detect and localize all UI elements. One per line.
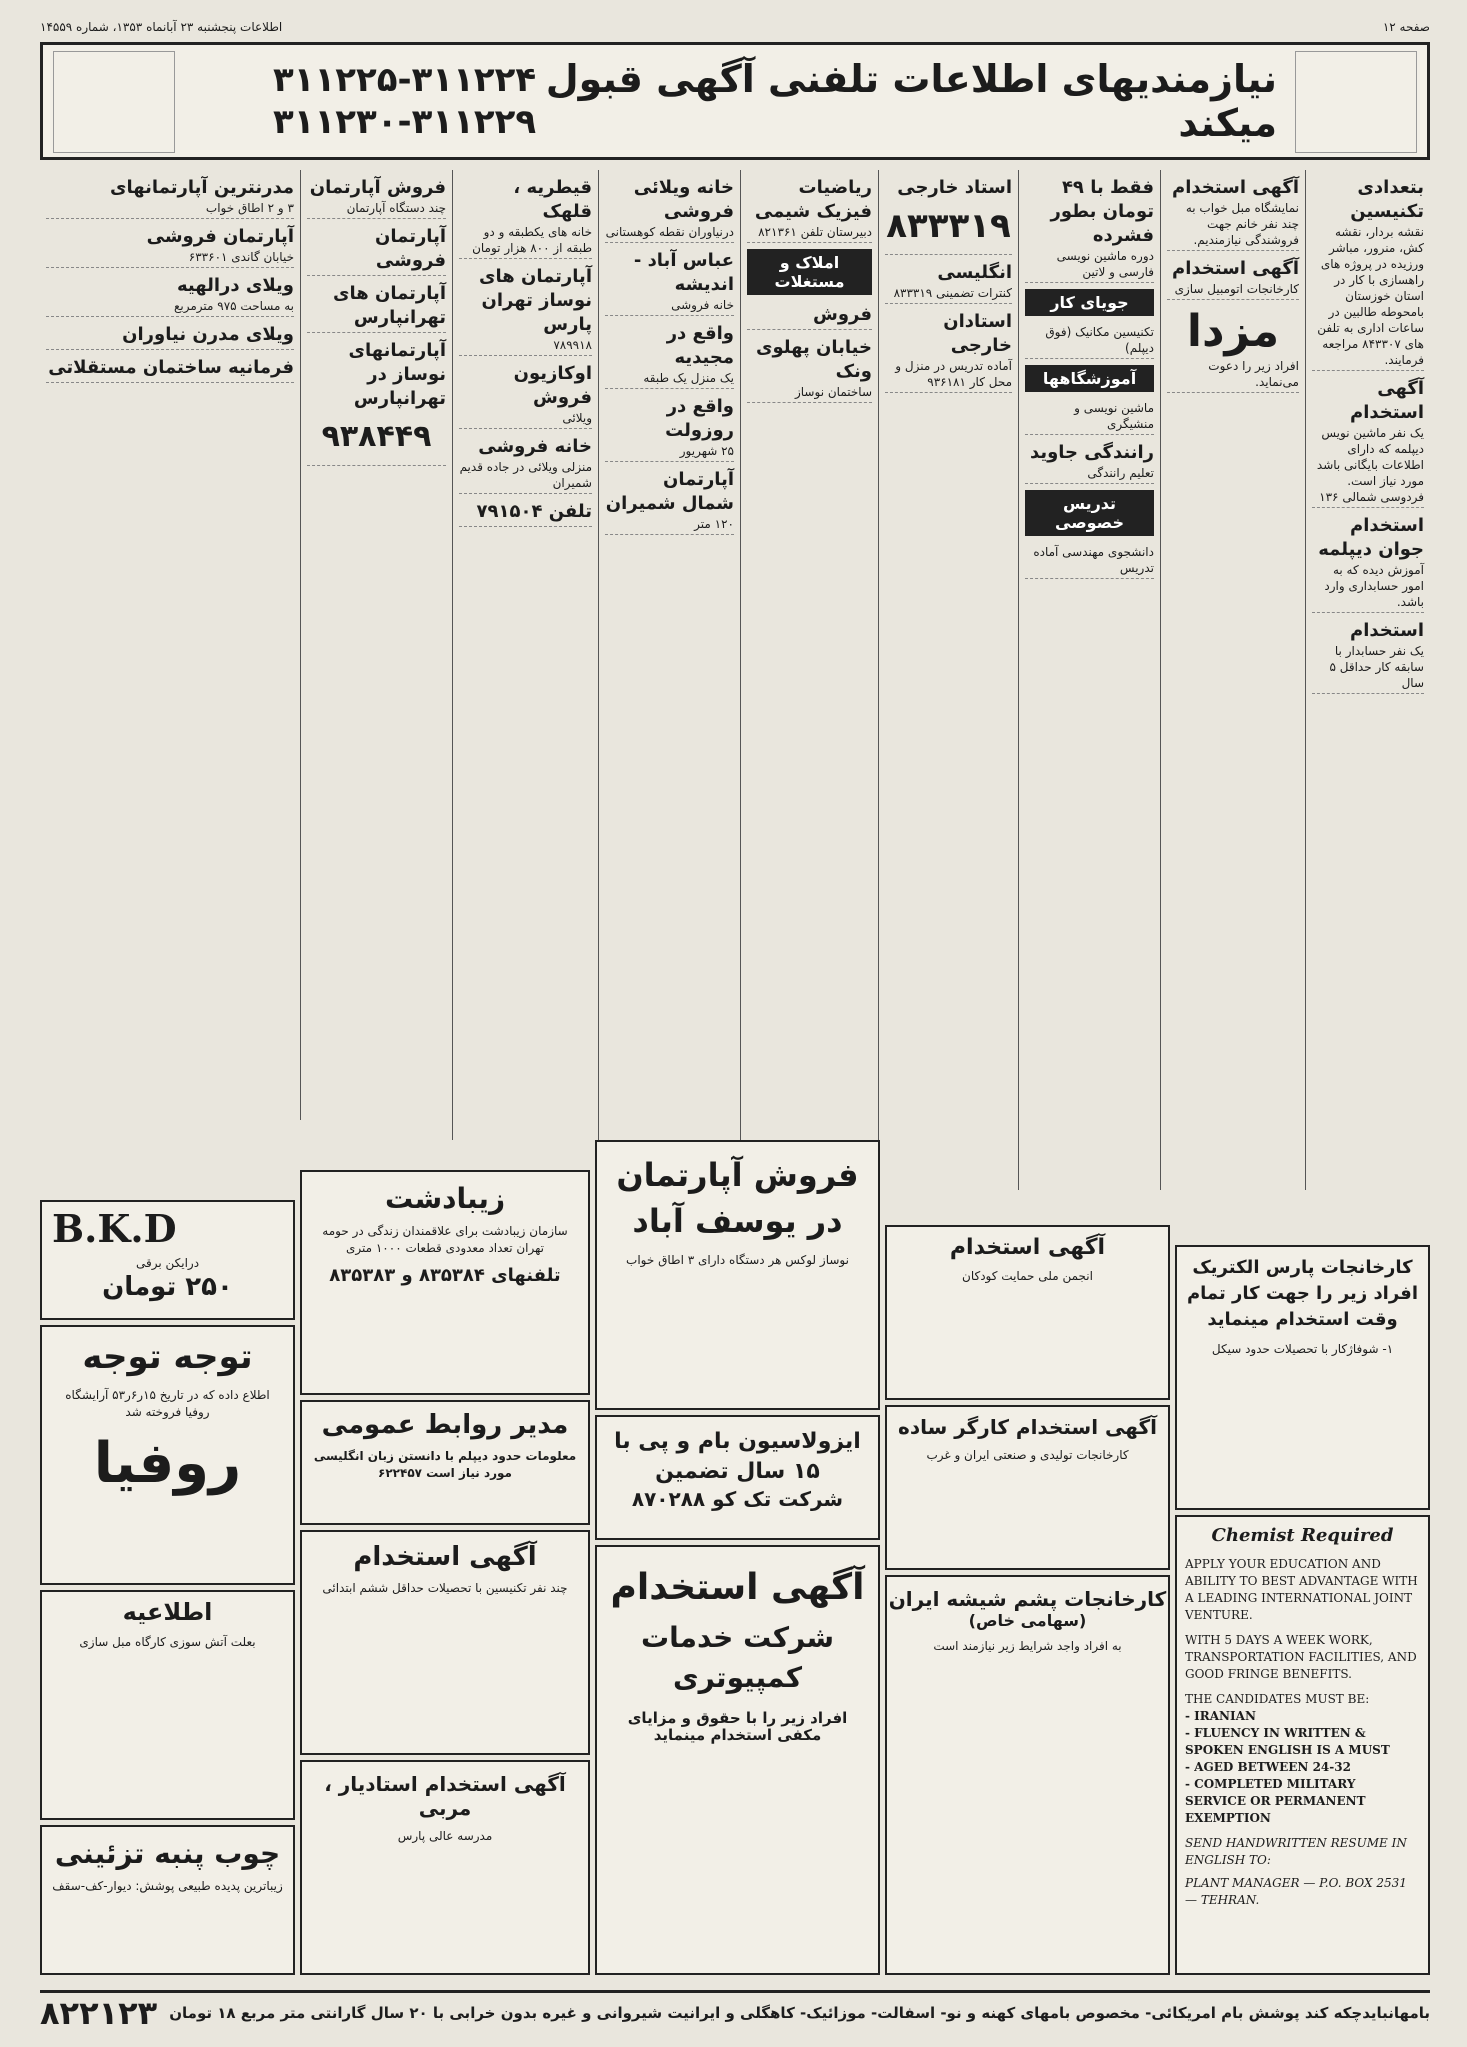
bkd-price: ۲۵۰ تومان: [102, 1272, 233, 1302]
ad-heading: فرمانیه ساختمان مستقلاتی: [48, 357, 294, 378]
ad-foreign-teachers: [885, 308, 1012, 393]
chemist-p2: WITH 5 DAYS A WEEK WORK, TRANSPORTATION FACILITIES, AND GOOD FRINGE BENEFITS.: [1185, 1633, 1417, 1681]
ad-heading: آپارتمان فروشی: [146, 226, 294, 247]
column-4: [878, 170, 1018, 1190]
ad-notice: [40, 1590, 295, 1820]
glass-body: به افراد واجد شرایط زیر نیازمند است: [933, 1639, 1122, 1653]
ad-phone: [459, 498, 592, 527]
ad-text: خانه های یکطبقه و دو طبقه از ۸۰۰ هزار تومان: [472, 225, 592, 255]
ad-heading: مزدا: [1186, 306, 1280, 357]
ad-text: ۲۵ شهریور: [679, 444, 734, 458]
ad-heading: ریاضیات فیزیک شیمی: [754, 177, 872, 222]
footer-phone: ۸۲۲۱۲۳: [40, 1994, 158, 2032]
chemist-address: PLANT MANAGER — P.O. BOX 2531 — TEHRAN.: [1185, 1876, 1407, 1907]
rofia-brand: روفیا: [93, 1431, 242, 1496]
ad-shemiran-apartment: [605, 466, 734, 535]
ad-sale: [747, 301, 872, 330]
column-5: [740, 170, 878, 1140]
ad-pahlavi-vanak: [747, 334, 872, 403]
ad-bkd: [40, 1200, 295, 1320]
pr-title: مدیر روابط عمومی: [321, 1410, 569, 1440]
section-real-estate: املاک و مستغلات: [747, 249, 872, 295]
ad-majidieh: [605, 320, 734, 389]
chemist-p1: APPLY YOUR EDUCATION AND ABILITY TO BEST ADVANTAGE WITH A LEADING INTERNATIONAL JOINT VENTURE.: [1185, 1557, 1418, 1622]
ad-heading: خیابان پهلوی ونک: [756, 337, 872, 382]
running-header: [40, 16, 1430, 38]
glass-title: کارخانجات پشم شیشه ایران: [888, 1587, 1167, 1611]
column-1: [1305, 170, 1430, 1190]
ad-text: دوره ماشین نویسی فارسی و لاتین: [1056, 249, 1154, 279]
ad-text: یک نفر ماشین نویس دیپلمه که دارای اطلاعات بایگانی باشد مورد نیاز است. فردوسی شمالی ۱۳۶: [1316, 426, 1424, 504]
ad-furniture-sales: [1167, 174, 1299, 251]
ad-heading: اوکازیون فروش: [513, 363, 592, 408]
banner-phone-line-1: ۳۱۱۲۲۵-۳۱۱۲۲۴: [273, 60, 537, 100]
ad-hire: [1312, 375, 1424, 508]
chemist-p4: SEND HANDWRITTEN RESUME IN ENGLISH TO:: [1185, 1836, 1407, 1867]
column-7: [452, 170, 598, 1140]
ad-abbasabad: [605, 247, 734, 316]
ad-niavaran-villa: [605, 174, 734, 243]
ad-elahieh-villa: [46, 272, 294, 317]
ad-text: نمایشگاه مبل خواب به چند نفر خانم جهت فروشندگی نیازمندیم.: [1185, 201, 1299, 247]
ad-heading: انگلیسی: [937, 262, 1012, 283]
ad-text: نقشه بردار، نقشه کش، منرور، مباشر ورزیده در پروژه های راهسازی با کار در استان خوزستان بامحوطه طالبین در ساعات اداری به تلفن های ۸۴۳۳۰۷ مراجعه فرمایند.: [1317, 225, 1424, 367]
ad-text: منزلی ویلائی در جاده قدیم شمیران: [459, 460, 592, 490]
cork-body: زیباترین پدیده طبیعی پوشش: دیوار-کف-سقف: [52, 1879, 283, 1893]
ad-heading: استخدام جوان دیپلمه: [1318, 515, 1424, 560]
ad-heading: بتعدادی تکنیسین: [1350, 177, 1424, 222]
chemist-req-2: - FLUENCY IN WRITTEN & SPOKEN ENGLISH IS A MUST: [1185, 1726, 1390, 1757]
ad-typing: [1025, 398, 1154, 435]
column-2: [1160, 170, 1305, 1190]
ad-tehranpars-new: [459, 263, 592, 356]
ad-phone: ۹۳۸۴۴۹: [321, 419, 432, 454]
insulation-title: ایزولاسیون بام و پی با ۱۵ سال تضمین: [614, 1429, 861, 1484]
computer-title: آگهی استخدام: [610, 1567, 865, 1608]
computer-sub: شرکت خدمات کمپیوتری: [641, 1621, 834, 1694]
ad-text: آموزش دیده که به امور حسابداری وارد باشد.: [1324, 563, 1424, 609]
ad-glass-wool: [885, 1575, 1170, 1975]
page-label: صفحه ۱۲: [1382, 20, 1430, 34]
issue-line: اطلاعات پنجشنبه ۲۳ آبانماه ۱۳۵۳، شماره ۱۴۵۵۹: [40, 20, 283, 34]
ad-text: ۱۲۰ متر: [694, 517, 734, 531]
hire2-body: انجمن ملی حمایت کودکان: [962, 1269, 1093, 1283]
ad-heading: فروش آپارتمان: [309, 177, 446, 198]
ad-mechanic: [1025, 322, 1154, 359]
ad-text: ساختمان نوساز: [794, 385, 872, 399]
glass-sub: (سهامی خاص): [968, 1611, 1087, 1630]
computer-body: افراد زیر را با حقوق و مزایای مکفی استخدام مینماید: [627, 1709, 848, 1744]
column-3: [1018, 170, 1160, 1190]
pars-title: کارخانجات پارس الکتریک افراد زیر را جهت کار تمام وقت استخدام مینماید: [1186, 1257, 1419, 1330]
rofia-title: توجه توجه: [82, 1337, 253, 1377]
ad-technician: [1312, 174, 1424, 371]
ad-apartment-sale: [307, 174, 446, 219]
ad-heading: آگهی استخدام: [1172, 177, 1299, 198]
hire1-title: آگهی استخدام: [353, 1542, 537, 1572]
ad-apartment-for-sale: [307, 223, 446, 276]
ad-text: ماشین نویسی و منشیگری: [1074, 401, 1154, 431]
notice-body: بعلت آتش سوزی کارگاه مبل سازی: [79, 1635, 256, 1649]
pr-body: معلومات حدود دیپلم با دانستن زبان انگلیسی مورد نیاز است ۶۲۲۴۵۷: [313, 1449, 577, 1480]
ad-hire-technician: [300, 1530, 590, 1755]
section-private-tutoring: تدریس خصوصی: [1025, 490, 1154, 536]
zibadasht-phones: تلفنهای ۸۳۵۳۸۴ و ۸۳۵۳۸۳: [329, 1265, 561, 1286]
banner-phone-line-2: ۳۱۱۲۳۰-۳۱۱۲۲۹: [273, 102, 537, 142]
ad-computer-services: [595, 1545, 880, 1975]
ad-text: یک نفر حسابدار با سابقه کار حداقل ۵ سال: [1329, 644, 1424, 690]
ad-cork: [40, 1825, 295, 1975]
ad-heading: واقع در روزولت: [665, 396, 734, 441]
pars-body: ۱- شوفاژکار با تحصیلات حدود سیکل: [1211, 1342, 1394, 1356]
ad-heading: ویلای مدرن نیاوران: [122, 324, 294, 345]
classifieds-banner: [40, 42, 1430, 160]
ad-mazda-hire: [1167, 255, 1299, 300]
ad-heading: آپارتمان شمال شمیران: [605, 469, 734, 514]
ad-tehranpars-new-apartments: [307, 337, 446, 466]
ad-tutor-hire: [300, 1760, 590, 1975]
ad-heading: خانه فروشی: [478, 436, 592, 457]
ad-text: ۷۸۹۹۱۸: [553, 338, 592, 352]
zibadasht-body: سازمان زیبادشت برای علاقمندان زندگی در حومه تهران تعداد معدودی قطعات ۱۰۰۰ متری: [322, 1224, 568, 1255]
ad-math-physics: [747, 174, 872, 243]
ad-text: ۳ و ۲ اطاق خواب: [205, 201, 294, 215]
ad-heading: رانندگی جاوید: [1029, 442, 1154, 463]
ad-heading: خانه ویلائی فروشی: [633, 177, 734, 222]
notice-title: اطلاعیه: [122, 1598, 213, 1626]
ad-apartment-yousefabad: [595, 1140, 880, 1410]
footer-text: بامهانبایدچکه کند پوشش بام امریکائی- مخصوص بامهای کهنه و نو- اسفالت- موزائیک- کاهگلی و ایرانیت شیروانی و غیره بدون خرابی با ۲۰ سال گارانتی متر مربع ۱۸ تومان: [169, 2004, 1430, 2022]
ad-heading: استخدام: [1350, 620, 1424, 641]
footer-roof-ad: [40, 1990, 1430, 2033]
ad-heading: تلفن ۷۹۱۵۰۴: [476, 501, 592, 522]
ad-heading: فقط با ۴۹ تومان بطور فشرده: [1050, 177, 1154, 246]
insulation-body: شرکت تک کو ۸۷۰۲۸۸: [631, 1487, 844, 1511]
cork-title: چوب پنبه تزئینی: [54, 1837, 281, 1870]
column-6: [598, 170, 740, 1140]
ad-pr-manager: [300, 1400, 590, 1525]
ad-simple-worker: [885, 1405, 1170, 1570]
ad-tutor: [1025, 542, 1154, 579]
bkd-brand: B.K.D: [52, 1206, 177, 1251]
ad-text: ویلائی: [562, 411, 592, 425]
banner-message: نیازمندیهای اطلاعات تلفنی آگهی قبول میکند: [545, 57, 1277, 145]
ad-house-sale: [459, 433, 592, 494]
ad-heading: استادان خارجی: [943, 311, 1012, 356]
ad-modern-apartments: [46, 174, 294, 219]
ad-english: [885, 259, 1012, 304]
rofia-body: اطلاع داده که در تاریخ ۱۵ر۶ر۵۳ آرایشگاه روفیا فروخته شد: [65, 1388, 270, 1419]
ad-farmanieh: [46, 354, 294, 383]
ad-text: خانه فروشی: [671, 298, 734, 312]
ad-heading: فروش: [812, 304, 872, 325]
ad-chemist-required: [1175, 1515, 1430, 1975]
zibadasht-title: زیبادشت: [384, 1182, 506, 1215]
ad-text: چند دستگاه آپارتمان: [346, 201, 446, 215]
worker-title: آگهی استخدام کارگر ساده: [898, 1415, 1157, 1439]
ad-heading: واقع در مجیدیه: [666, 323, 734, 368]
ad-diploma: [1312, 512, 1424, 613]
column-9: [40, 170, 300, 1190]
ad-insulation: [595, 1415, 880, 1540]
ad-text: درنیاوران نقطه کوهستانی: [605, 225, 734, 239]
ad-text: کنترات تضمینی ۸۳۳۳۱۹: [893, 286, 1012, 300]
ad-roosevelt: [605, 393, 734, 462]
ad-rofia: [40, 1325, 295, 1585]
chemist-req-3: - AGED BETWEEN 24-32: [1185, 1760, 1351, 1774]
ad-typing-course: [1025, 174, 1154, 283]
tutor-body: مدرسه عالی پارس: [397, 1829, 493, 1843]
figure-illustration-left: [53, 51, 175, 153]
apartment-body: نوساز لوکس هر دستگاه دارای ۳ اطاق خواب: [626, 1253, 849, 1267]
ad-heading: عباس آباد - اندیشه: [633, 250, 734, 295]
section-schools: آموزشگاهها: [1025, 365, 1154, 392]
chemist-req-1: - IRANIAN: [1185, 1709, 1256, 1723]
ad-gandhi-apartment: [46, 223, 294, 268]
chemist-req-4: - COMPLETED MILITARY SERVICE OR PERMANENT EXEMPTION: [1185, 1777, 1366, 1825]
ad-text: افراد زیر را دعوت می‌نماید.: [1208, 359, 1299, 389]
ad-pars-electric: [1175, 1245, 1430, 1510]
ad-text: آماده تدریس در منزل و محل کار ۹۳۶۱۸۱: [895, 359, 1012, 389]
section-job-seekers: جویای کار: [1025, 289, 1154, 316]
ad-text: یک منزل یک طبقه: [643, 371, 734, 385]
apartment-title: فروش آپارتمان در یوسف آباد: [616, 1156, 859, 1240]
hire2-title: آگهی استخدام: [949, 1235, 1106, 1260]
ad-heading: آپارتمان های تهرانپارس: [332, 283, 446, 328]
ad-text: خیابان گاندی ۶۳۳۶۰۱: [188, 250, 294, 264]
ad-text: کارخانجات اتومبیل سازی: [1174, 282, 1299, 296]
ad-hire-children: [885, 1225, 1170, 1400]
column-8: [300, 170, 452, 1120]
ad-tehranpars-apartments: [307, 280, 446, 333]
figure-illustration-right: [1295, 51, 1417, 153]
ad-heading: آپارتمان فروشی: [375, 226, 446, 271]
ad-gheytarieh: [459, 174, 592, 259]
ad-heading: آگهی استخدام: [1172, 258, 1299, 279]
ad-foreign-teacher: [885, 174, 1012, 255]
ad-text: به مساحت ۹۷۵ مترمربع: [173, 299, 294, 313]
ad-heading: مدرنترین آپارتمانهای: [110, 177, 294, 198]
ad-zibadasht: [300, 1170, 590, 1395]
ad-heading: ویلای درالهیه: [176, 275, 294, 296]
worker-body: کارخانجات تولیدی و صنعتی ایران و غرب: [926, 1448, 1129, 1462]
ad-heading: استاد خارجی: [897, 177, 1012, 198]
ad-heading: قیطریه ، قلهک: [513, 177, 592, 222]
ad-heading: آپارتمانهای نوساز در تهرانپارس: [348, 340, 446, 409]
bkd-tagline: درایکن برقی: [135, 1256, 200, 1270]
ad-text: تعلیم رانندگی: [1087, 466, 1154, 480]
ad-text: تکنیسین مکانیک (فوق دیپلم): [1045, 325, 1154, 355]
tutor-title: آگهی استخدام استادیار ، مربی: [324, 1772, 566, 1820]
ad-text: دانشجوی مهندسی آماده تدریس: [1033, 545, 1154, 575]
ad-ocasion: [459, 360, 592, 429]
ad-text: دبیرستان تلفن ۸۲۱۳۶۱: [758, 225, 872, 239]
ad-phone: ۸۳۳۳۱۹: [886, 206, 1011, 246]
chemist-p3: THE CANDIDATES MUST BE:: [1185, 1692, 1370, 1706]
chemist-title: Chemist Required: [1211, 1525, 1394, 1546]
ad-heading: آپارتمان های نوساز تهران پارس: [478, 266, 592, 335]
ad-heading: آگهی استخدام: [1350, 378, 1424, 423]
ad-mazda: [1167, 304, 1299, 393]
ad-driving: [1025, 439, 1154, 484]
hire1-body: چند نفر تکنیسین با تحصیلات حداقل ششم ابتدائی: [322, 1581, 568, 1595]
ad-accountant: [1312, 617, 1424, 694]
ad-niavaran-modern: [46, 321, 294, 350]
